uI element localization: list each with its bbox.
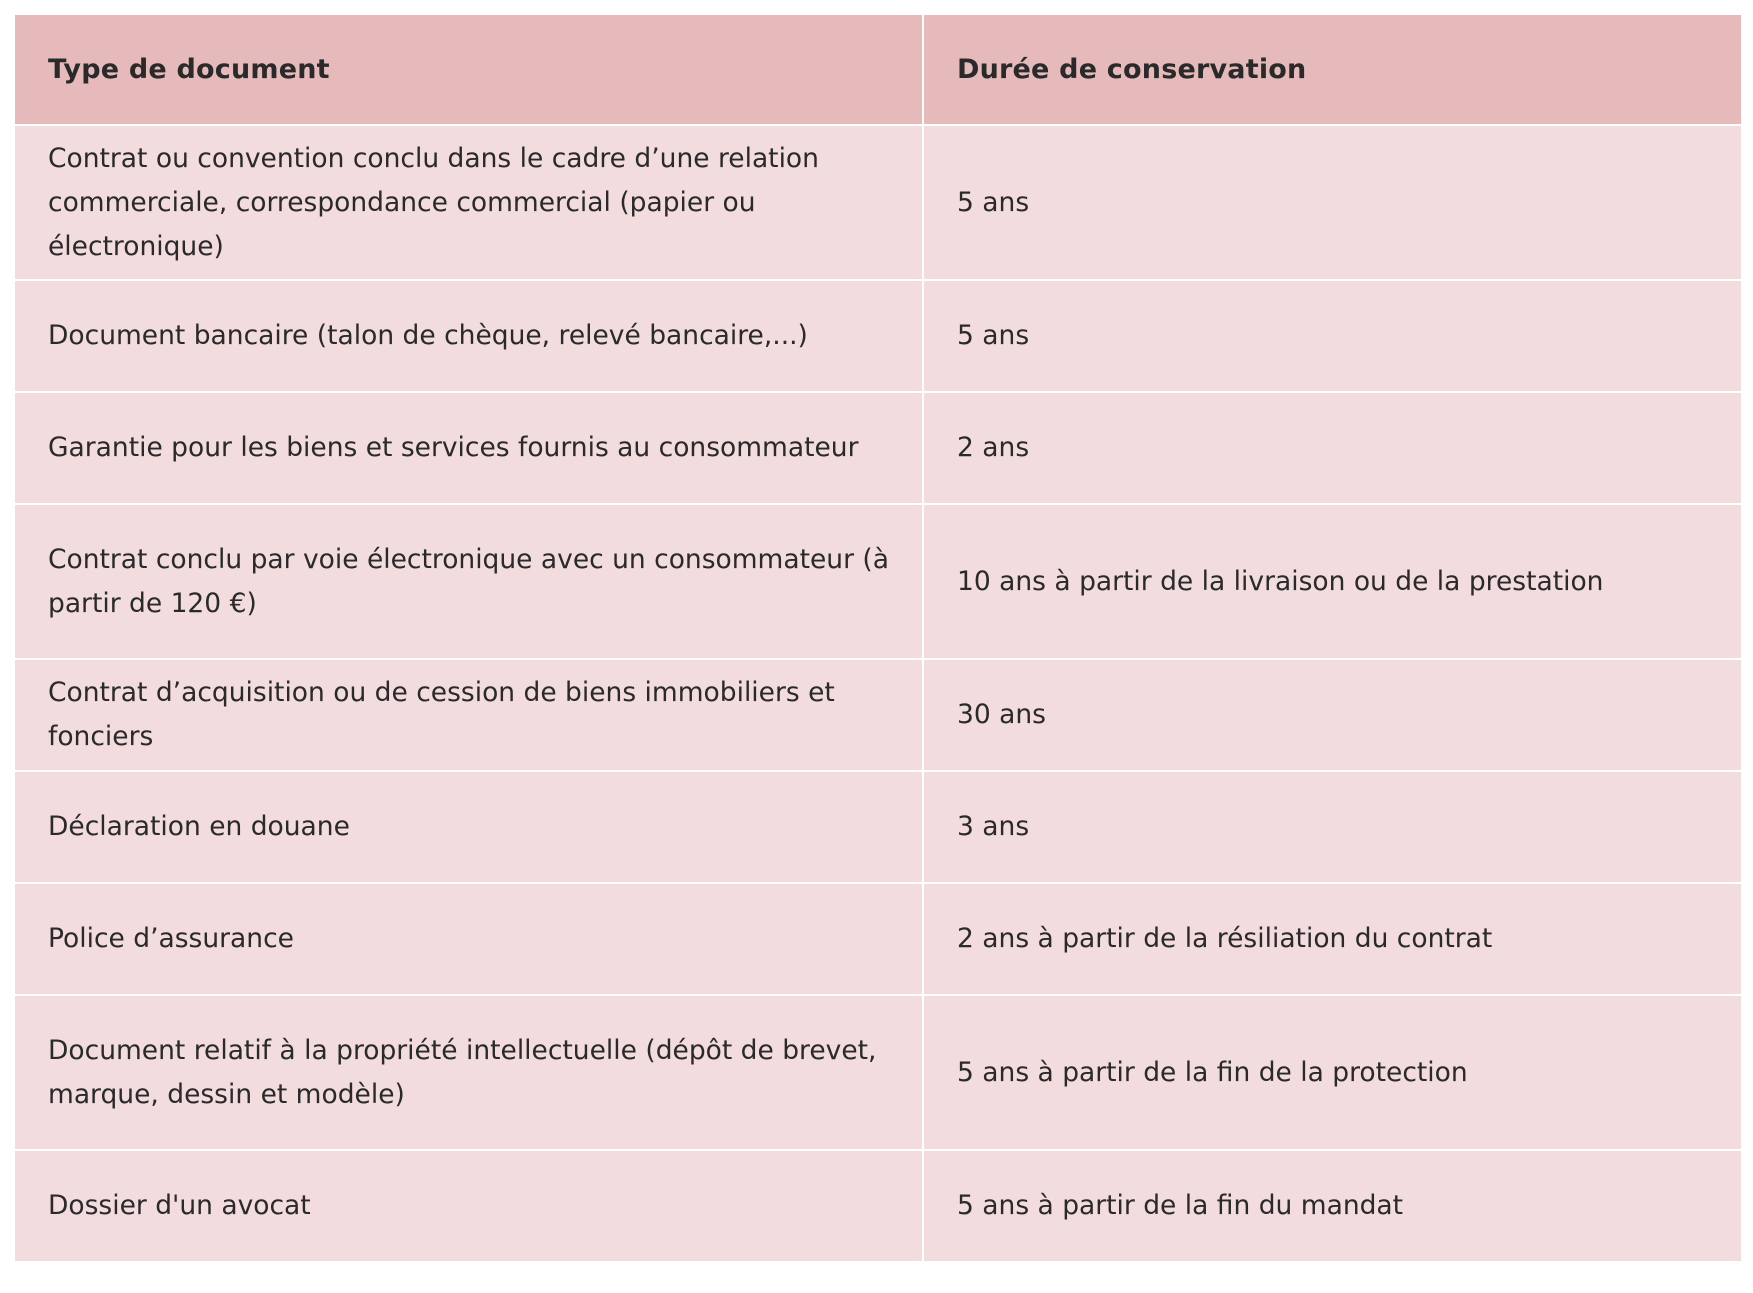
- cell-document-type: Contrat conclu par voie électronique avec un consommateur (à partir de 120 €): [14, 504, 923, 659]
- cell-retention-duration: 10 ans à partir de la livraison ou de la prestation: [923, 504, 1742, 659]
- cell-retention-duration: 5 ans: [923, 280, 1742, 392]
- header-row: [14, 14, 1742, 125]
- cell-retention-duration: 5 ans à partir de la fin du mandat: [923, 1150, 1742, 1262]
- retention-table: [13, 13, 1743, 1263]
- table-row: [14, 125, 1742, 280]
- table-row: [14, 771, 1742, 883]
- cell-retention-duration: 5 ans: [923, 125, 1742, 280]
- table-body: [14, 125, 1742, 1262]
- table-row: [14, 883, 1742, 995]
- cell-document-type: Contrat d’acquisition ou de cession de biens immobiliers et fonciers: [14, 659, 923, 771]
- cell-document-type: Déclaration en douane: [14, 771, 923, 883]
- cell-retention-duration: 2 ans: [923, 392, 1742, 504]
- cell-document-type: Contrat ou convention conclu dans le cadre d’une relation commerciale, correspondance commercial (papier ou électronique): [14, 125, 923, 280]
- header-retention-duration: Durée de conservation: [923, 14, 1742, 125]
- cell-retention-duration: 5 ans à partir de la fin de la protection: [923, 995, 1742, 1150]
- header-document-type: Type de document: [14, 14, 923, 125]
- cell-retention-duration: 3 ans: [923, 771, 1742, 883]
- table-row: [14, 504, 1742, 659]
- cell-retention-duration: 2 ans à partir de la résiliation du contrat: [923, 883, 1742, 995]
- cell-document-type: Dossier d'un avocat: [14, 1150, 923, 1262]
- table-header: [14, 14, 1742, 125]
- table-row: [14, 392, 1742, 504]
- cell-document-type: Document relatif à la propriété intellectuelle (dépôt de brevet, marque, dessin et modèle): [14, 995, 923, 1150]
- table-row: [14, 995, 1742, 1150]
- table-row: [14, 1150, 1742, 1262]
- table-row: [14, 659, 1742, 771]
- cell-document-type: Document bancaire (talon de chèque, relevé bancaire,...): [14, 280, 923, 392]
- cell-document-type: Garantie pour les biens et services fournis au consommateur: [14, 392, 923, 504]
- cell-document-type: Police d’assurance: [14, 883, 923, 995]
- table-row: [14, 280, 1742, 392]
- cell-retention-duration: 30 ans: [923, 659, 1742, 771]
